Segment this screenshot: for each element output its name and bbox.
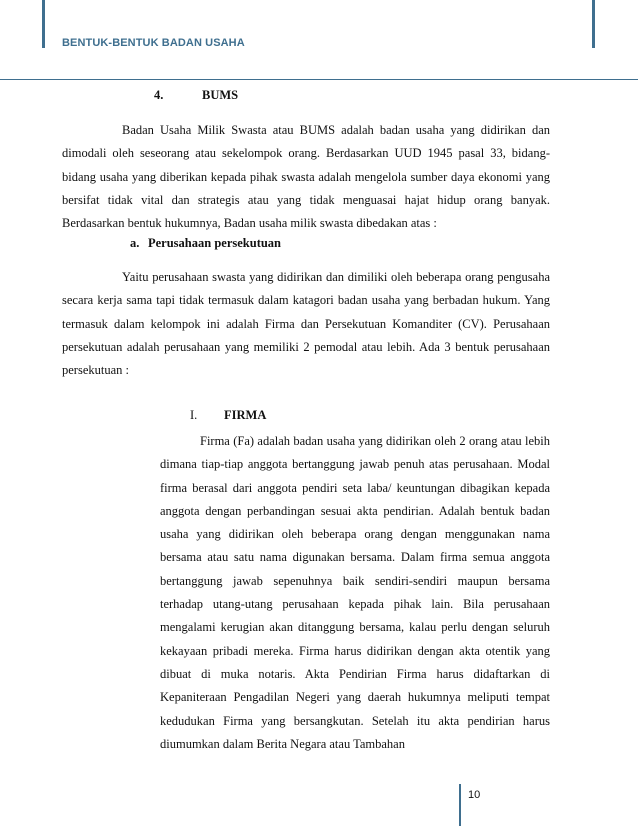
footer-rule xyxy=(459,784,461,826)
heading-persekutuan-title: Perusahaan persekutuan xyxy=(148,236,282,250)
heading-persekutuan xyxy=(130,236,281,251)
header-right-rule xyxy=(592,0,595,48)
paragraph-persekutuan: Yaitu perusahaan swasta yang didirikan dan dimiliki oleh beberapa orang pengusaha secara kerja sama tapi tidak termasuk dalam katagori badan usaha yang berbadan hukum. Yang termasuk dalam kelompok ini adalah Firma dan Persekutuan Komanditer (CV). Perusahaan persekutuan adalah perusahaan yang memiliki 2 pemodal atau lebih. Ada 3 bentuk perusahaan persekutuan : xyxy=(62,270,550,378)
heading-persekutuan-number: a. xyxy=(130,236,140,250)
heading-bums xyxy=(154,88,238,103)
paragraph-bums: Badan Usaha Milik Swasta atau BUMS adalah badan usaha yang didirikan dan dimodali oleh seseorang atau sekelompok orang. Berdasarkan UUD 1945 pasal 33, bidang-bidang usaha yang diberikan kepada pihak swasta adalah mengelola sumber daya ekonomi yang bersifat tidak vital dan strategis atau yang tidak menguasai hajat hidup orang banyak. Berdasarkan bentuk hukumnya, Badan usaha milik swasta dibedakan atas : xyxy=(62,123,550,231)
paragraph-firma: Firma (Fa) adalah badan usaha yang didirikan oleh 2 orang atau lebih dimana tiap-tiap anggota bertanggung jawab penuh atas perusahaan. Modal firma berasal dari anggota pendiri seta laba/ keuntungan dibagikan kepada anggota dengan perbandingan sesuai akta pendirian. Adalah bentuk badan usaha yang didirikan oleh beberapa orang dengan menggunakan nama bersama atau satu nama digunakan bersama. Dalam firma semua anggota bertanggung jawab sepenuhnya baik sendiri-sendiri maupun bersama terhadap utang-utang perusahaan kepada pihak lain. Bila perusahaan mengalami kerugian akan ditanggung bersama, kalau perlu dengan seluruh kekayaan pribadi mereka. Firma harus didirikan dengan akta otentik yang dibuat di muka notaris. Akta Pendirian Firma harus didaftarkan di Kepaniteraan Pengadilan Negeri yang daerah hukumnya meliputi tempat kedudukan Firma yang bersangkutan. Setelah itu akta pendirian harus diumumkan dalam Berita Negara atau Tambahan xyxy=(160,434,550,751)
header-left-rule xyxy=(42,0,45,48)
heading-firma xyxy=(190,408,266,423)
heading-bums-title: BUMS xyxy=(202,88,239,102)
heading-firma-number: I. xyxy=(190,408,198,422)
heading-bums-number: 4. xyxy=(154,88,164,102)
running-header-title: BENTUK-BENTUK BADAN USAHA xyxy=(62,37,245,49)
header-divider xyxy=(0,79,638,80)
page-number: 10 xyxy=(468,789,481,801)
heading-firma-title: FIRMA xyxy=(224,408,267,422)
